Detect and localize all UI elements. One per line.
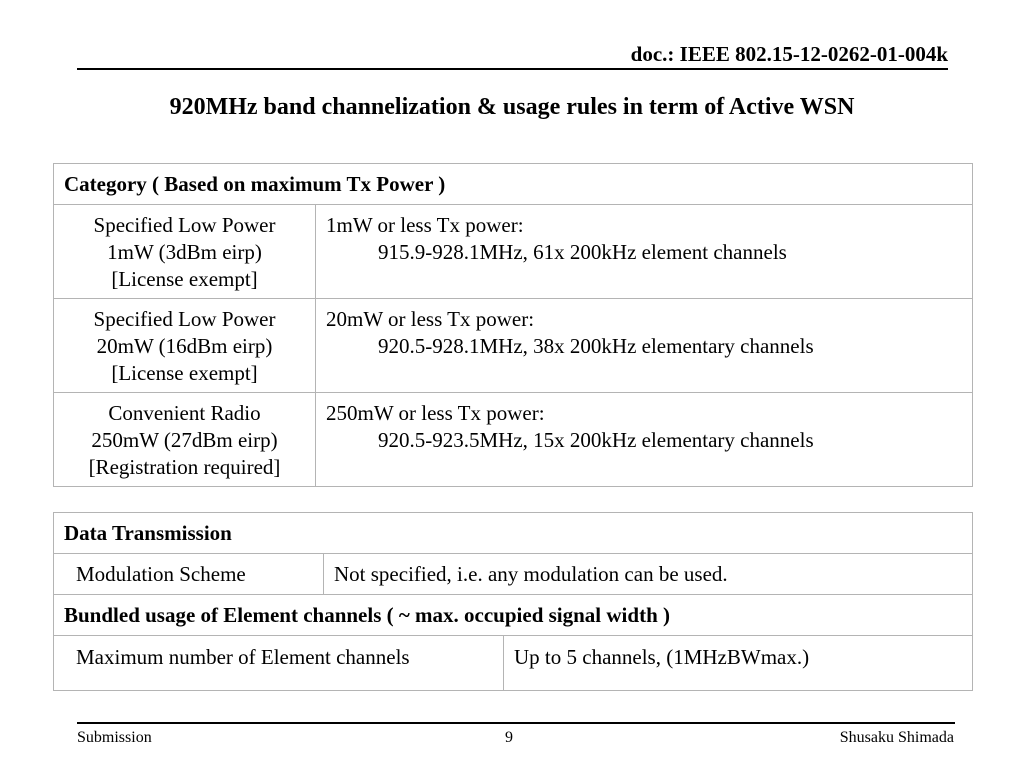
table-row xyxy=(54,393,973,487)
class-power: 1mW (3dBm eirp) xyxy=(107,240,262,264)
table-header-row xyxy=(54,164,973,205)
table-row xyxy=(54,299,973,393)
category-header: Category ( Based on maximum Tx Power ) xyxy=(54,164,973,205)
table-row xyxy=(54,554,973,595)
footer-author: Shusaku Shimada xyxy=(839,729,954,746)
table-row xyxy=(54,636,973,691)
max-element-channels-label: Maximum number of Element channels xyxy=(54,636,504,691)
modulation-scheme-label: Modulation Scheme xyxy=(54,554,324,595)
category-desc-cell xyxy=(316,299,973,393)
class-name: Convenient Radio xyxy=(108,401,261,425)
power-limit: 20mW or less Tx power: xyxy=(326,307,535,331)
max-element-channels-value: Up to 5 channels, (1MHzBWmax.) xyxy=(504,636,973,691)
page-number: 9 xyxy=(505,729,513,746)
channel-range: 915.9-928.1MHz, 61x 200kHz element channels xyxy=(378,240,787,264)
power-limit: 1mW or less Tx power: xyxy=(326,213,524,237)
category-class-cell xyxy=(54,299,316,393)
category-table xyxy=(53,163,973,487)
footer-rule xyxy=(77,722,955,724)
class-license: [License exempt] xyxy=(111,361,258,385)
header-rule xyxy=(77,68,948,70)
slide-title: 920MHz band channelization & usage rules in term of Active WSN xyxy=(169,94,855,120)
data-transmission-table xyxy=(53,512,973,691)
category-desc-cell xyxy=(316,393,973,487)
bundled-usage-header: Bundled usage of Element channels ( ~ max. occupied signal width ) xyxy=(54,595,973,636)
category-desc-cell xyxy=(316,205,973,299)
channel-range: 920.5-923.5MHz, 15x 200kHz elementary channels xyxy=(378,428,814,452)
data-transmission-header: Data Transmission xyxy=(54,513,973,554)
footer-submission: Submission xyxy=(77,729,152,746)
class-license: [Registration required] xyxy=(88,455,281,479)
table-header-row xyxy=(54,513,973,554)
category-class-cell xyxy=(54,393,316,487)
modulation-scheme-value: Not specified, i.e. any modulation can be used. xyxy=(324,554,973,595)
channel-range: 920.5-928.1MHz, 38x 200kHz elementary channels xyxy=(378,334,814,358)
category-class-cell xyxy=(54,205,316,299)
class-license: [License exempt] xyxy=(111,267,258,291)
class-power: 250mW (27dBm eirp) xyxy=(91,428,278,452)
class-name: Specified Low Power xyxy=(93,213,276,237)
class-name: Specified Low Power xyxy=(93,307,276,331)
class-power: 20mW (16dBm eirp) xyxy=(96,334,273,358)
document-id: doc.: IEEE 802.15-12-0262-01-004k xyxy=(630,42,948,66)
table-header-row xyxy=(54,595,973,636)
table-row xyxy=(54,205,973,299)
power-limit: 250mW or less Tx power: xyxy=(326,401,545,425)
